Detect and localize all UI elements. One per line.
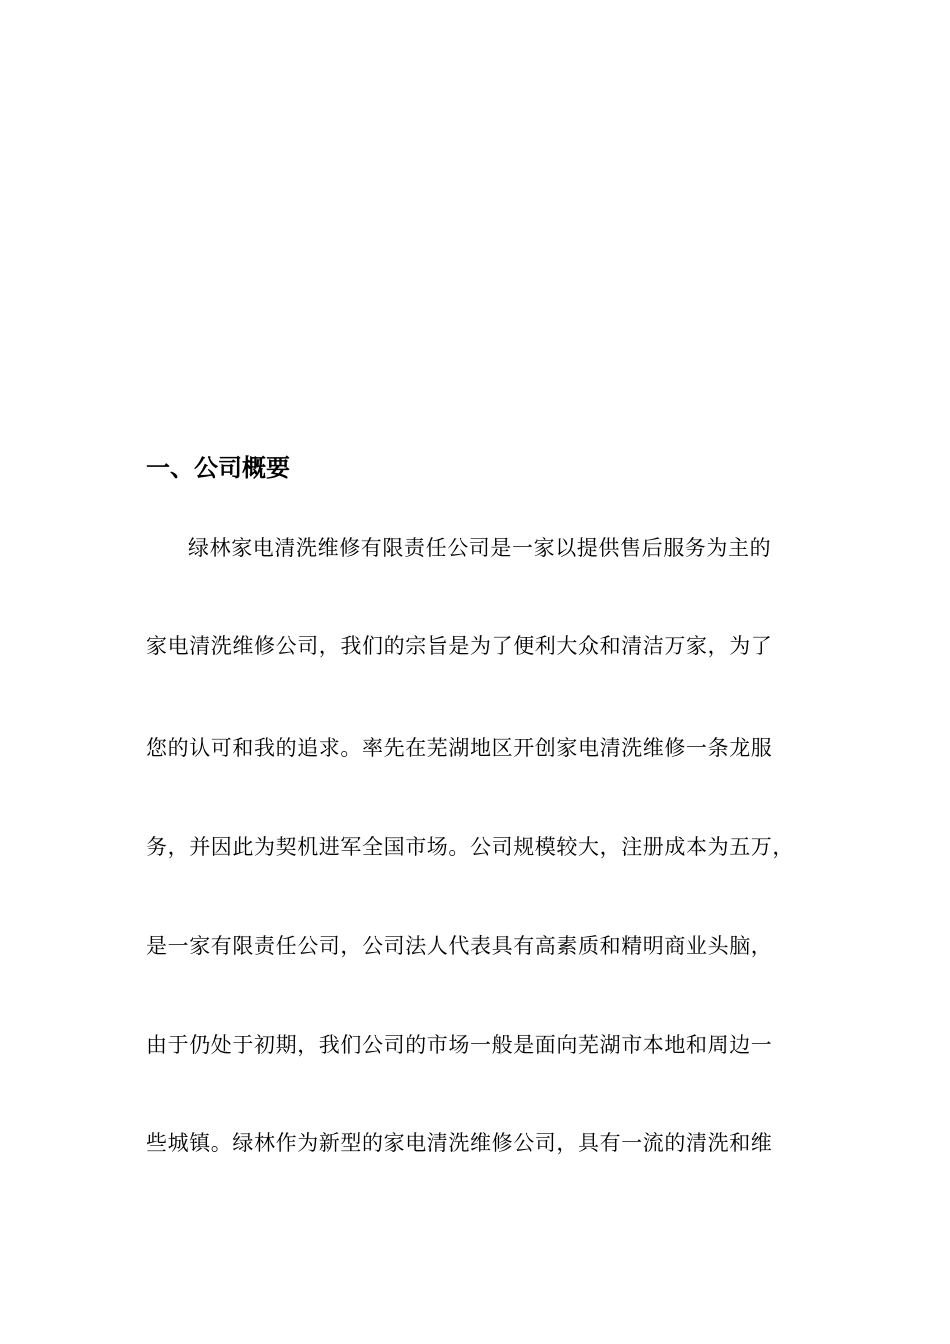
paragraph-line: 您的认可和我的追求。率先在芜湖地区开创家电清洗维修一条龙服 [146, 736, 773, 760]
section-heading: 一、公司概要 [146, 454, 290, 482]
paragraph-line: 家电清洗维修公司，我们的宗旨是为了便利大众和清洁万家，为了 [146, 634, 773, 658]
paragraph-line: 由于仍处于初期，我们公司的市场一般是面向芜湖市本地和周边一 [146, 1033, 773, 1057]
paragraph-line: 绿林家电清洗维修有限责任公司是一家以提供售后服务为主的 [188, 536, 772, 560]
paragraph-line: 务，并因此为契机进军全国市场。公司规模较大，注册成本为五万， [146, 835, 794, 859]
paragraph-line: 些城镇。绿林作为新型的家电清洗维修公司，具有一流的清洗和维 [146, 1131, 773, 1155]
paragraph-line: 是一家有限责任公司，公司法人代表具有高素质和精明商业头脑， [146, 934, 773, 958]
